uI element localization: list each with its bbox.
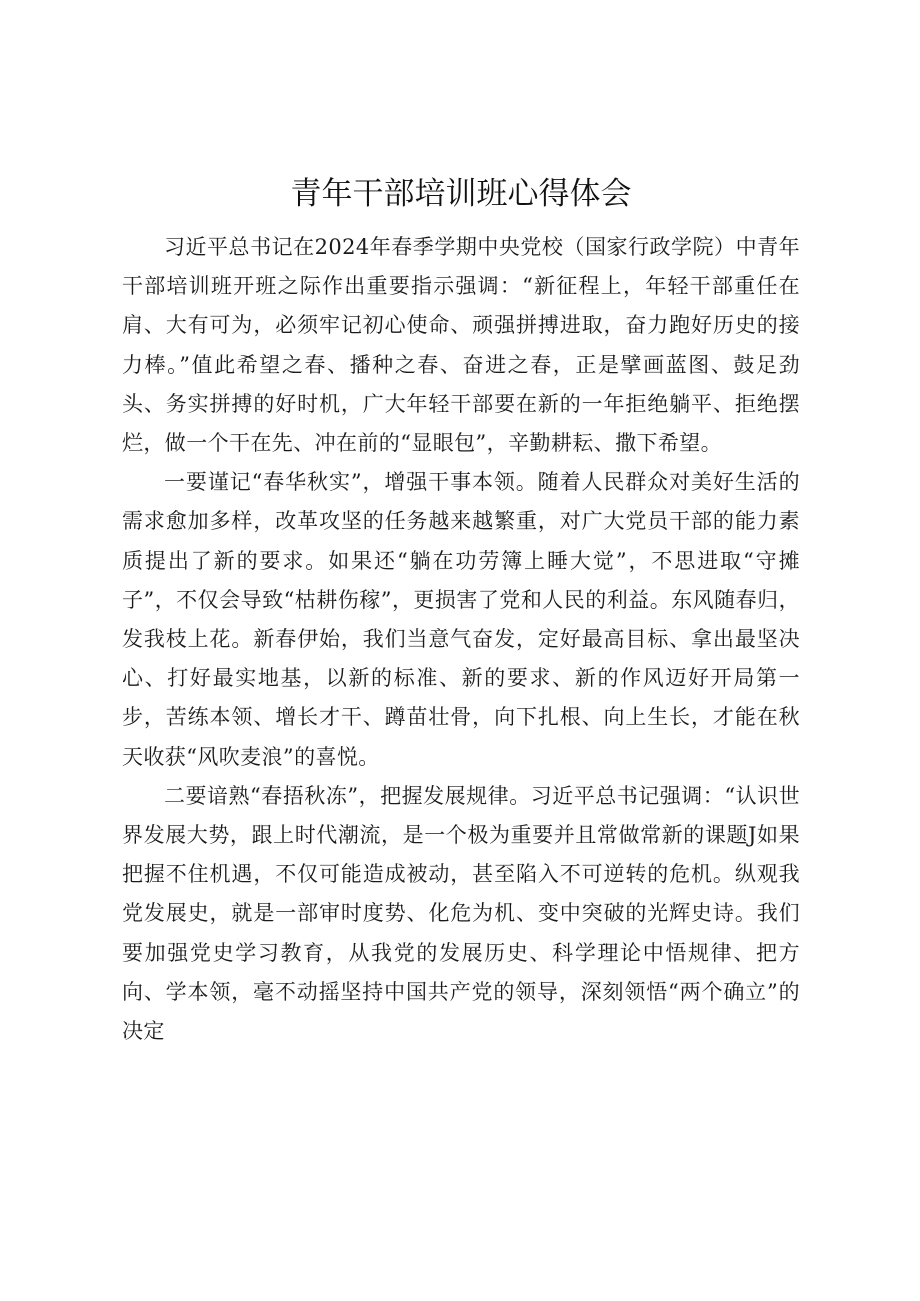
paragraph-point-one: 一要谨记“春华秋实”，增强干事本领。随着人民群众对美好生活的需求愈加多样，改革攻坚的任务越来越繁重，对广大党员干部的能力素质提出了新的要求。如果还“躺在功劳簿上睡大觉”，不思进取“守摊子”，不仅会导致“枯耕伤稼”，更损害了党和人民的利益。东风随春归，发我枝上花。新春伊始，我们当意气奋发，定好最高目标、拿出最坚决心、打好最实地基，以新的标准、新的要求、新的作风迈好开局第一步，苦练本领、增长才干、蹲苗壮骨，向下扎根、向上生长，才能在秋天收获“风吹麦浪”的喜悦。 bbox=[122, 470, 800, 769]
paragraph-intro: 习近平总书记在2024年春季学期中央党校（国家行政学院）中青年干部培训班开班之际作出重要指示强调：“新征程上，年轻干部重任在肩、大有可为，必须牢记初心使命、顽强拼搏进取，奋力跑好历史的接力棒。”值此希望之春、播种之春、奋进之春，正是擘画蓝图、鼓足劲头、务实拼搏的好时机，广大年轻干部要在新的一年拒绝躺平、拒绝摆烂，做一个干在先、冲在前的“显眼包”，辛勤耕耘、撒下希望。 bbox=[122, 235, 800, 456]
document-page bbox=[122, 170, 800, 1051]
document-title: 青年干部培训班心得体会 bbox=[290, 176, 632, 212]
paragraph-point-two: 二要谙熟“春捂秋冻”，把握发展规律。习近平总书记强调：“认识世界发展大势，跟上时代潮流，是一个极为重要并且常做常新的课题J如果把握不住机遇，不仅可能造成被动，甚至陷入不可逆转的危机。纵观我党发展史，就是一部审时度势、化危为机、变中突破的光辉史诗。我们要加强党史学习教育，从我党的发展历史、科学理论中悟规律、把方向、学本领，毫不动摇坚持中国共产党的领导，深刻领悟“两个确立”的决定 bbox=[122, 783, 800, 1044]
